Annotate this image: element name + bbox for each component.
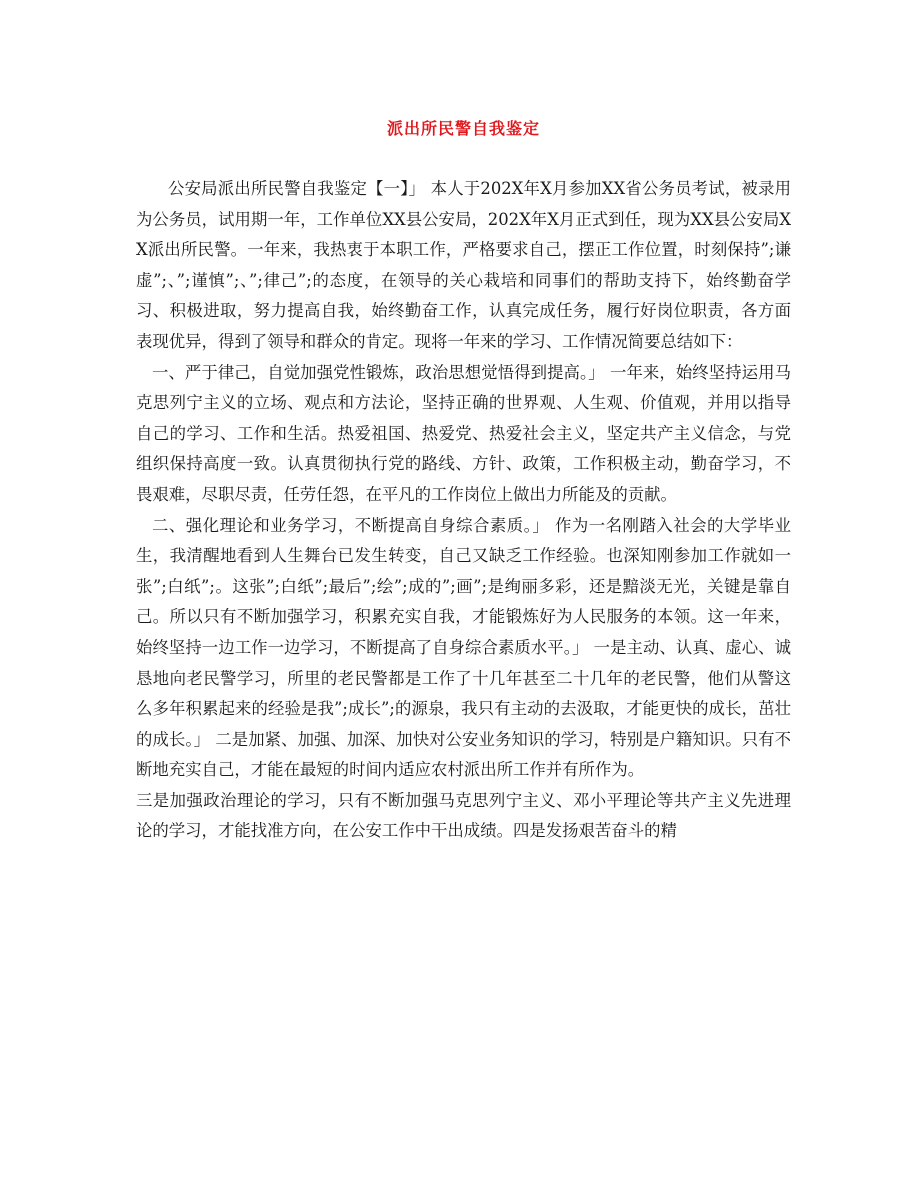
paragraph-intro: 公安局派出所民警自我鉴定【一】」 本人于202X年X月参加XX省公务员考试，被录用为公务员，试用期一年，工作单位XX县公安局，202X年X月正式到任，现为XX县公安局XX派出所民警。一年来，我热衷于本职工作，严格要求自己，摆正工作位置，时刻保持”;谦虚”;、”;谨慎”;、”;律己”;的态度，在领导的关心栽培和同事们的帮助支持下，始终勤奋学习、积极进取，努力提高自我，始终勤奋工作，认真完成任务，履行好岗位职责，各方面表现优异，得到了领导和群众的肯定。现将一年来的学习、工作情况简要总结如下： [136, 179, 791, 351]
paragraph-section-three: 三是加强政治理论的学习，只有不断加强马克思列宁主义、邓小平理论等共产主义先进理论的学习，才能找准方向，在公安工作中干出成绩。四是发扬艰苦奋斗的精 [136, 790, 791, 841]
document-title: 派出所民警自我鉴定 [386, 119, 540, 138]
paragraph-section-two: 二、强化理论和业务学习，不断提高自身综合素质。」 作为一名刚踏入社会的大学毕业生，我清醒地看到人生舞台已发生转变，自己又缺乏工作经验。也深知刚参加工作就如一张”;白纸”;。这张”;白纸”;最后”;绘”;成的”;画”;是绚丽多彩，还是黯淡无光，关键是靠自己。所以只有不断加强学习，积累充实自我，才能锻炼好为人民服务的本领。这一年来，始终坚持一边工作一边学习，不断提高了自身综合素质水平。」 一是主动、认真、虚心、诚恳地向老民警学习，所里的老民警都是工作了十几年甚至二十几年的老民警，他们从警这么多年积累起来的经验是我”;成长”;的源泉，我只有主动的去汲取，才能更快的成长，茁壮的成长。」 二是加紧、加强、加深、加快对公安业务知识的学习，特别是户籍知识。只有不断地充实自己，才能在最短的时间内适应农村派出所工作并有所作为。 [136, 515, 791, 780]
document-body [136, 174, 791, 847]
paragraph-section-one: 一、严于律己，自觉加强党性锻炼，政治思想觉悟得到提高。」 一年来，始终坚持运用马克思列宁主义的立场、观点和方法论，坚持正确的世界观、人生观、价值观，并用以指导自己的学习、工作和生活。热爱祖国、热爱党、热爱社会主义，坚定共产主义信念，与党组织保持高度一致。认真贯彻执行党的路线、方针、政策，工作积极主动，勤奋学习，不畏艰难，尽职尽责，任劳任怨，在平凡的工作岗位上做出力所能及的贡献。 [136, 362, 791, 504]
